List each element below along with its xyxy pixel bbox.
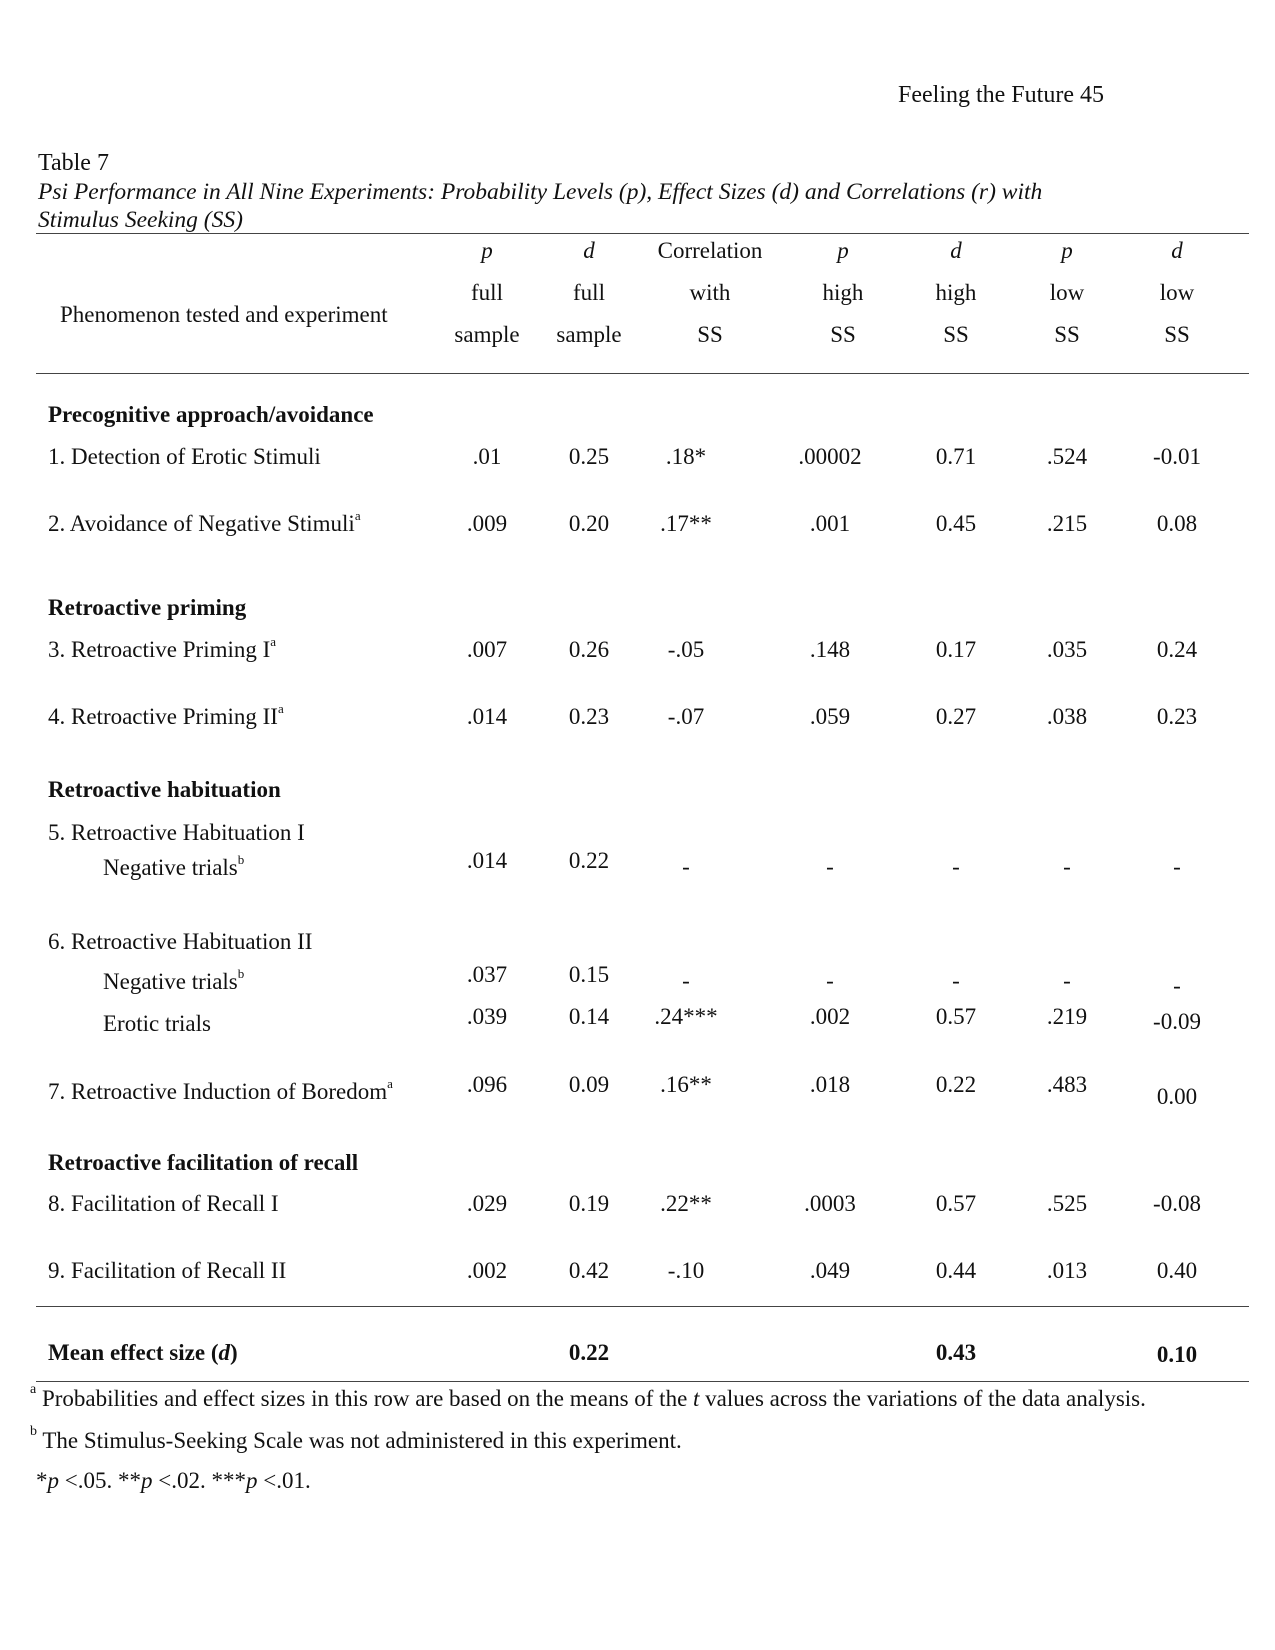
table-cell: 0.57 — [935, 1191, 977, 1216]
row-label-text: 1. Detection of Erotic Stimuli — [48, 444, 321, 469]
table-cell: 0.09 — [568, 1072, 610, 1097]
table-cell: .219 — [1046, 1004, 1088, 1029]
table-cell: - — [952, 968, 960, 993]
footnote-marker: a — [354, 508, 361, 523]
row-label — [48, 820, 305, 846]
table-cell: .16** — [660, 1072, 712, 1097]
col-header-line: p — [837, 238, 849, 263]
row-label — [103, 966, 245, 995]
section-heading: Retroactive facilitation of recall — [48, 1150, 359, 1175]
table-cell: 0.20 — [568, 511, 610, 536]
row-label — [103, 1011, 211, 1037]
section-heading: Precognitive approach/avoidance — [48, 402, 374, 427]
table-cell: 0.15 — [568, 962, 610, 987]
col-header-line: p — [481, 238, 493, 263]
table-cell: .01 — [472, 444, 502, 469]
table-cell: .001 — [809, 511, 851, 536]
table-bottom-rule — [36, 1381, 1249, 1382]
row-label — [48, 1076, 393, 1105]
table-label: Table 7 — [38, 150, 109, 176]
table-cell: 0.45 — [935, 511, 977, 536]
table-cell: .009 — [466, 511, 508, 536]
note-b-marker: b — [30, 1424, 37, 1439]
table-cell: 0.00 — [1156, 1084, 1198, 1109]
col-header-line: SS — [697, 322, 723, 347]
table-cell: .096 — [466, 1072, 508, 1097]
footnote-marker: a — [270, 634, 277, 649]
col-header-line: SS — [1164, 322, 1190, 347]
table-cell: .22** — [660, 1191, 712, 1216]
header-bottom-rule — [36, 373, 1249, 374]
mean-label-d: d — [218, 1340, 230, 1365]
col-header-line: p — [1061, 238, 1073, 263]
col-header-line: low — [1159, 280, 1195, 305]
row-label-text: Negative trials — [103, 969, 238, 994]
mean-label-text: Mean effect size ( — [48, 1340, 219, 1365]
table-cell: - — [1173, 854, 1181, 879]
table-cell: 0.57 — [935, 1004, 977, 1029]
table-cell: .17** — [660, 511, 712, 536]
table-cell: -.07 — [667, 704, 705, 729]
col-header-line: d — [1171, 238, 1183, 263]
sig-3: <.01. — [257, 1468, 311, 1493]
row-label — [48, 929, 312, 955]
table-cell: -0.01 — [1153, 444, 1201, 469]
table-cell: -0.08 — [1153, 1191, 1201, 1216]
row-label — [48, 508, 361, 537]
table-cell: .0003 — [804, 1191, 856, 1216]
table-cell: .18* — [665, 444, 707, 469]
table-cell: .049 — [809, 1258, 851, 1283]
note-b-text: The Stimulus-Seeking Scale was not administered in this experiment. — [42, 1428, 682, 1453]
table-cell: .00002 — [798, 444, 862, 469]
mean-d-full: 0.22 — [568, 1340, 610, 1365]
running-head: Feeling the Future 45 — [898, 82, 1104, 108]
table-cell: -0.09 — [1153, 1009, 1201, 1034]
sig-p: p — [140, 1468, 153, 1493]
sig-p: p — [245, 1468, 258, 1493]
table-cell: - — [952, 854, 960, 879]
note-a-t: t — [693, 1386, 700, 1411]
row-label — [103, 852, 245, 881]
note-significance — [36, 1468, 311, 1494]
table-cell: 0.17 — [935, 637, 977, 662]
table-cell: .039 — [466, 1004, 508, 1029]
table-cell: .018 — [809, 1072, 851, 1097]
table-cell: 0.19 — [568, 1191, 610, 1216]
table-cell: 0.23 — [1156, 704, 1198, 729]
table-cell: .002 — [466, 1258, 508, 1283]
col-header-line: d — [583, 238, 595, 263]
table-cell: 0.14 — [568, 1004, 610, 1029]
col-header-p-low — [1007, 230, 1127, 356]
table-cell: .029 — [466, 1191, 508, 1216]
col-header-line: full — [471, 280, 503, 305]
sig-p: p — [47, 1468, 59, 1493]
table-cell: -.10 — [667, 1258, 705, 1283]
col-header-line: SS — [943, 322, 969, 347]
col-header-line: high — [935, 280, 977, 305]
col-header-line: sample — [556, 322, 622, 347]
col-header-p-high — [783, 230, 903, 356]
table-cell: - — [1173, 973, 1181, 998]
col-header-line: SS — [1054, 322, 1080, 347]
row-label-text: 6. Retroactive Habituation II — [48, 929, 313, 954]
table-cell: 0.26 — [568, 637, 610, 662]
col-header-line: Correlation — [657, 238, 763, 263]
sig-1: <.05. ** — [59, 1468, 141, 1493]
table-caption — [38, 178, 1188, 234]
mean-d-low: 0.10 — [1156, 1342, 1198, 1367]
table-cell: 0.24 — [1156, 637, 1198, 662]
row-label-text: 8. Facilitation of Recall I — [48, 1191, 279, 1216]
table-cell: 0.22 — [568, 848, 610, 873]
row-label — [48, 1258, 286, 1284]
table-cell: - — [826, 854, 834, 879]
table-cell: 0.44 — [935, 1258, 977, 1283]
table-cell: .035 — [1046, 637, 1088, 662]
table-cell: - — [682, 854, 690, 879]
phenomenon-header: Phenomenon tested and experiment — [60, 302, 388, 327]
table-cell: .24*** — [654, 1004, 718, 1029]
table-cell: .483 — [1046, 1072, 1088, 1097]
col-header-line: full — [573, 280, 605, 305]
table-cell: .059 — [809, 704, 851, 729]
col-header-line: low — [1049, 280, 1085, 305]
row-label — [48, 444, 321, 470]
table-cell: .215 — [1046, 511, 1088, 536]
table-cell: - — [826, 968, 834, 993]
table-cell: - — [1063, 968, 1071, 993]
footnote-marker: a — [277, 701, 284, 716]
table-cell: .038 — [1046, 704, 1088, 729]
table-cell: .525 — [1046, 1191, 1088, 1216]
col-header-line: sample — [454, 322, 520, 347]
table-cell: .002 — [809, 1004, 851, 1029]
table-cell: 0.27 — [935, 704, 977, 729]
table-cell: .524 — [1046, 444, 1088, 469]
note-a-post: values across the variations of the data analysis. — [699, 1386, 1146, 1411]
col-header-line: SS — [830, 322, 856, 347]
table-cell: 0.40 — [1156, 1258, 1198, 1283]
table-cell: 0.23 — [568, 704, 610, 729]
row-label — [48, 701, 284, 730]
sig-star: * — [36, 1468, 48, 1493]
table-cell: - — [1063, 854, 1071, 879]
col-header-d-high — [896, 230, 1016, 356]
section-heading: Retroactive priming — [48, 595, 247, 620]
col-header-d-low — [1117, 230, 1237, 356]
row-label-text: 2. Avoidance of Negative Stimuli — [48, 511, 355, 536]
mean-effect-size-label — [48, 1340, 238, 1366]
table-cell: 0.42 — [568, 1258, 610, 1283]
note-a-pre: Probabilities and effect sizes in this row are based on the means of the — [41, 1386, 694, 1411]
footnote-marker: b — [237, 852, 245, 867]
table-cell: .014 — [466, 848, 508, 873]
row-label-text: 9. Facilitation of Recall II — [48, 1258, 287, 1283]
note-a — [30, 1382, 1146, 1412]
mean-label-end: ) — [229, 1340, 238, 1365]
caption-line-1: Psi Performance in All Nine Experiments: Probability Levels (p), Effect Sizes (d) and Correlations (r) with — [38, 179, 1043, 205]
row-label-text: 3. Retroactive Priming I — [48, 637, 271, 662]
table-cell: .037 — [466, 962, 508, 987]
table-body-bottom-rule — [36, 1306, 1249, 1307]
table-cell: .014 — [466, 704, 508, 729]
table-cell: -.05 — [667, 637, 705, 662]
footnote-marker: a — [387, 1076, 393, 1091]
footnote-marker: b — [237, 966, 245, 981]
table-cell: 0.25 — [568, 444, 610, 469]
row-label-text: 5. Retroactive Habituation I — [48, 820, 305, 845]
col-header-d-full — [529, 230, 649, 356]
table-cell: 0.71 — [935, 444, 977, 469]
table-cell: .148 — [809, 637, 851, 662]
row-label-text: 7. Retroactive Induction of Boredom — [48, 1079, 388, 1104]
table-cell: .007 — [466, 637, 508, 662]
col-header-line: with — [689, 280, 731, 305]
row-label-text: Erotic trials — [103, 1011, 211, 1036]
note-b — [30, 1424, 682, 1454]
caption-line-2: Stimulus Seeking (SS) — [38, 207, 243, 233]
col-header-correlation — [650, 230, 770, 356]
mean-d-high: 0.43 — [935, 1340, 977, 1365]
row-label — [48, 1191, 279, 1217]
row-label — [48, 634, 277, 663]
table-cell: 0.22 — [935, 1072, 977, 1097]
row-label-text: Negative trials — [103, 855, 238, 880]
row-label-text: 4. Retroactive Priming II — [48, 704, 278, 729]
table-cell: .013 — [1046, 1258, 1088, 1283]
section-heading: Retroactive habituation — [48, 777, 281, 802]
table-cell: - — [682, 968, 690, 993]
col-header-line: d — [950, 238, 962, 263]
sig-2: <.02. *** — [152, 1468, 246, 1493]
col-header-line: high — [822, 280, 864, 305]
table-cell: 0.08 — [1156, 511, 1198, 536]
note-a-marker: a — [30, 1382, 37, 1397]
